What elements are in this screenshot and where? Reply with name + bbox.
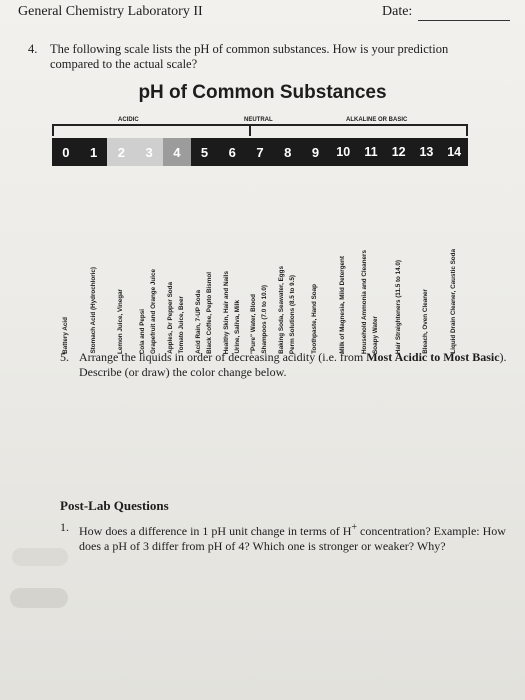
- neutral-tick: [249, 126, 251, 136]
- band-neutral: NEUTRAL: [244, 117, 273, 123]
- substance-labels: [52, 168, 468, 354]
- substance-label: Baking Soda, Seawater, Eggs: [278, 266, 286, 354]
- ph-cell-8: 8: [284, 144, 292, 160]
- postlab-q1-number: 1.: [60, 520, 69, 534]
- margin-smudge: [12, 548, 68, 566]
- question-4-number: 4.: [28, 42, 38, 56]
- course-title: General Chemistry Laboratory II: [18, 4, 203, 19]
- date-label: Date:: [382, 4, 413, 19]
- ph-cell-1: 1: [89, 144, 98, 160]
- ph-cell-10: 10: [336, 145, 351, 159]
- ph-cell-2: 2: [107, 138, 135, 166]
- substance-label: Household Ammonia and Cleaners: [361, 249, 369, 354]
- substance-label: Bleach, Oven Cleaner: [422, 289, 430, 354]
- postlab-heading: Post-Lab Questions: [60, 498, 169, 513]
- substance-label: Urine, Saliva, Milk: [233, 300, 241, 354]
- ph-scale-bar: [52, 138, 468, 166]
- substance-label: Milk of Magnesia, Mild Detergent: [339, 256, 347, 354]
- substance-label: Toothpaste, Hand Soap: [311, 284, 319, 354]
- ph-cell-4: 4: [163, 138, 191, 166]
- ph-cell-3: 3: [135, 138, 163, 166]
- ph-cell-6: 6: [228, 144, 236, 160]
- postlab-q1-text: How does a difference in 1 pH unit change in terms of H+ concentration? Example: How does a pH of 3 differ from pH of 4? Which one is stronger or weaker? Why?: [79, 522, 506, 553]
- ph-cell-13: 13: [419, 145, 434, 159]
- ph-cell-9: 9: [311, 144, 320, 160]
- substance-label: "Pure" Water, Blood: [250, 294, 258, 354]
- ph-cell-11: 11: [364, 145, 378, 159]
- substance-label: Grapefruit and Orange Juice: [150, 268, 158, 354]
- ph-cell-0: 0: [62, 144, 70, 160]
- substance-label: Shampoos (7.0 to 10.0): [261, 285, 269, 354]
- substance-label: Acid Rain, 7-UP Soda: [194, 290, 202, 354]
- substance-label: Battery Acid: [61, 317, 69, 354]
- ph-cell-12: 12: [391, 145, 406, 159]
- q5-emphasis: Most Acidic to Most Basic: [366, 350, 500, 364]
- band-basic: ALKALINE OR BASIC: [346, 117, 408, 123]
- substance-label: Cola and Pepsi: [139, 308, 147, 354]
- date-field-line[interactable]: [418, 20, 510, 21]
- substance-label: Black Coffee, Pepto Bismol: [205, 272, 213, 354]
- ph-scale-bracket: [52, 124, 468, 136]
- substance-label: Lemon Juice, Vinegar: [117, 289, 125, 354]
- question-5-number: 5.: [60, 350, 69, 364]
- ph-chart-title: pH of Common Substances: [138, 82, 387, 103]
- substance-label: Apples, Dr Pepper Soda: [167, 282, 175, 354]
- substance-label: Stomach Acid (Hydrochloric): [89, 267, 97, 354]
- ph-cell-5: 5: [200, 144, 209, 160]
- substance-label: Liquid Drain Cleaner, Caustic Soda: [450, 249, 458, 354]
- ph-cell-7: 7: [256, 144, 264, 160]
- substance-label: Hair Straighteners (11.5 to 14.0): [394, 259, 402, 354]
- question-5-text: Arrange the liquids in order of decreasing acidity (i.e. from Most Acidic to Most Basic). Describe (or draw) the color change below.: [79, 350, 507, 379]
- substance-label: Soapy Water: [372, 316, 380, 354]
- question-4-text: The following scale lists the pH of common substances. How is your prediction compared to the actual scale?: [50, 42, 449, 71]
- margin-smudge: [10, 588, 68, 608]
- band-acidic: ACIDIC: [118, 117, 139, 123]
- substance-label: Healthy Skin, Hair and Nails: [222, 270, 230, 354]
- substance-label: Tomato Juice, Beer: [178, 296, 186, 354]
- substance-label: Perm Solutions (8.5 to 9.5): [289, 274, 297, 354]
- ph-cell-14: 14: [447, 145, 462, 159]
